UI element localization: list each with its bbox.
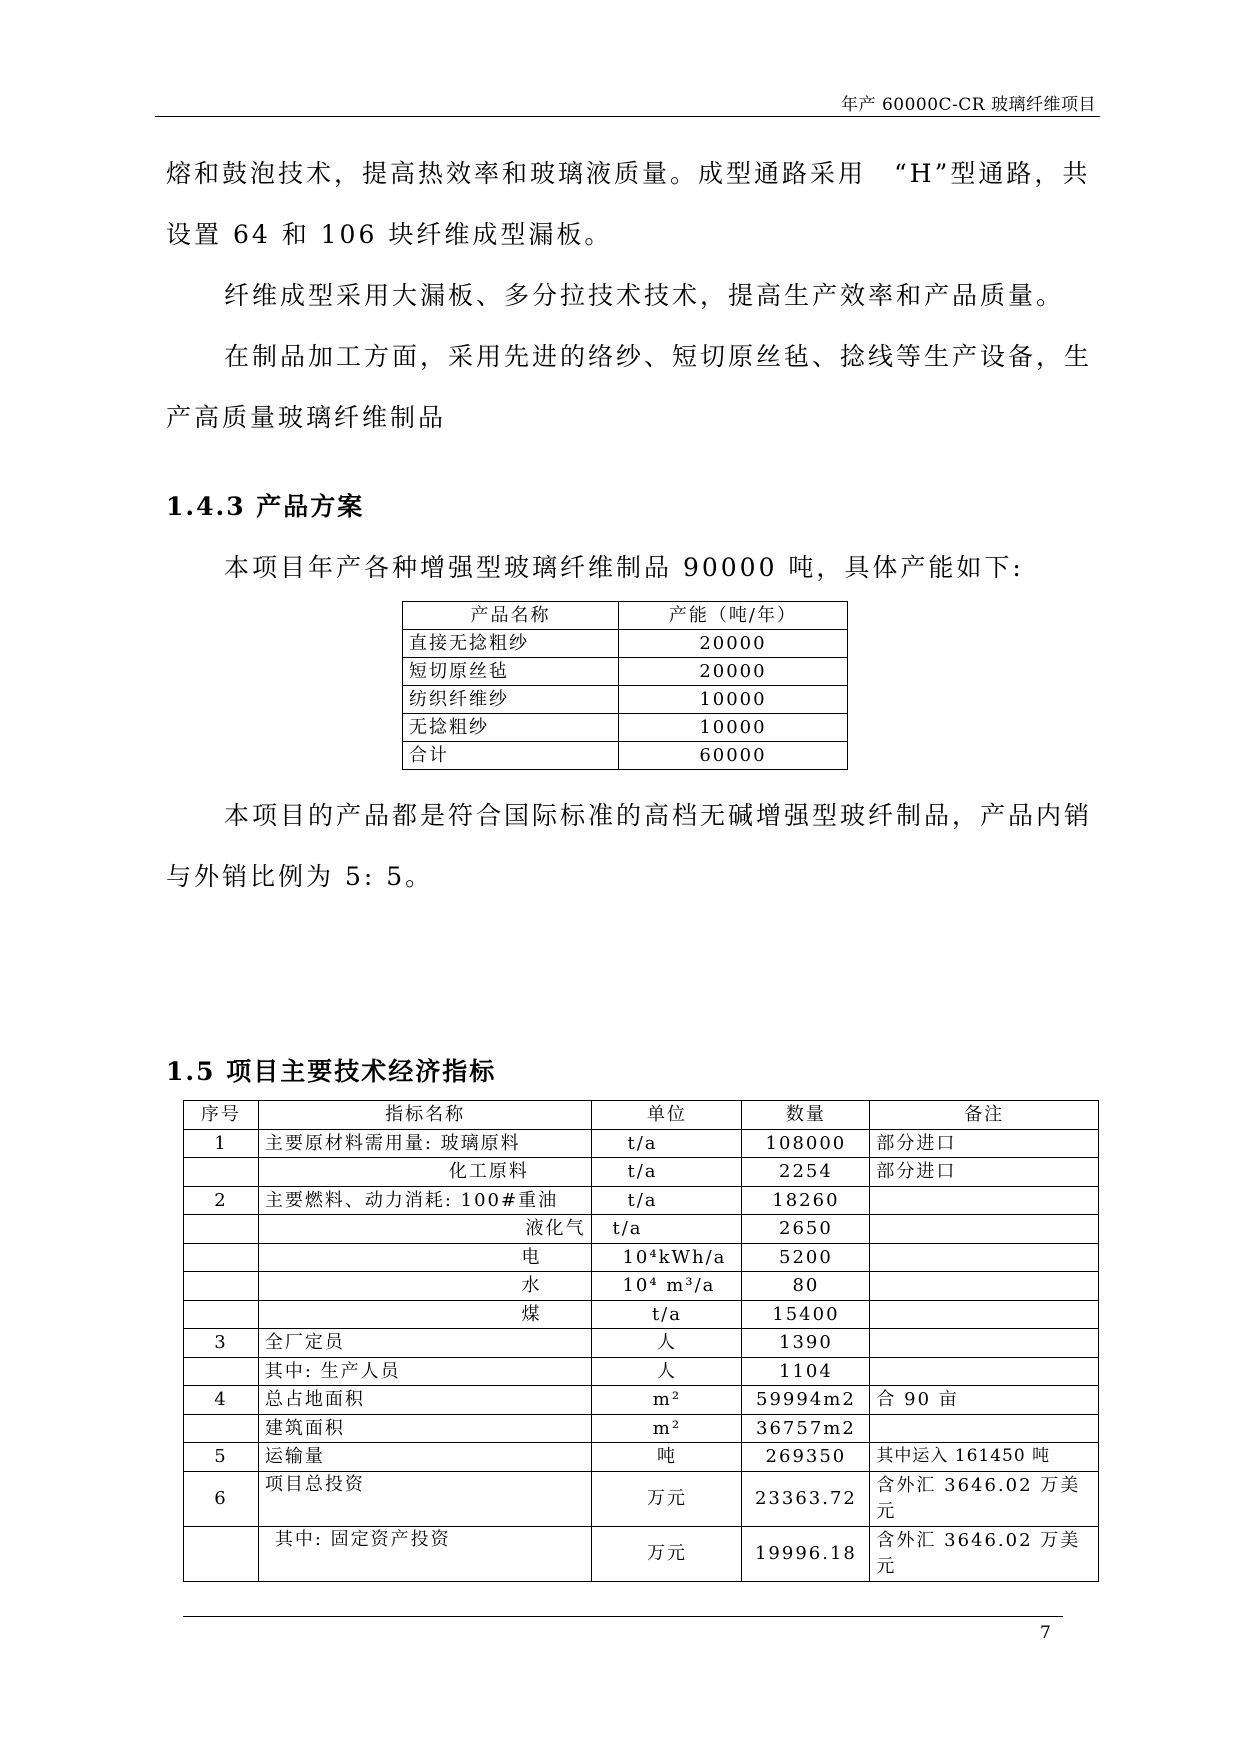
paragraph-2-text: 纤维成型采用大漏板、多分拉技术技术，提高生产效率和产品质量。 xyxy=(224,281,1065,310)
table-cell: 1104 xyxy=(742,1357,870,1386)
table-cell: 含外汇 3646.02 万美元 xyxy=(870,1471,1099,1526)
table-cell: 无捻粗纱 xyxy=(403,714,619,742)
table-cell: 80 xyxy=(742,1272,870,1301)
table-cell xyxy=(870,1329,1099,1358)
product-summary xyxy=(166,785,1096,907)
table-cell: 4 xyxy=(184,1386,259,1415)
table-cell: 化工原料 xyxy=(258,1158,592,1187)
table-cell: 269350 xyxy=(742,1443,870,1472)
table-cell xyxy=(184,1526,259,1581)
table-cell: 10⁴kWh/a xyxy=(592,1243,742,1272)
table-cell xyxy=(870,1215,1099,1244)
table-row xyxy=(403,630,848,658)
table-header-cell: 数量 xyxy=(742,1101,870,1130)
table-cell xyxy=(870,1186,1099,1215)
table-cell: 10⁴ m³/a xyxy=(592,1272,742,1301)
table-cell: 含外汇 3646.02 万美元 xyxy=(870,1526,1099,1581)
table-cell: 20000 xyxy=(618,630,847,658)
footer-divider xyxy=(183,1616,1063,1617)
table-cell: 1 xyxy=(184,1129,259,1158)
table-row xyxy=(403,742,848,770)
table-header-cell: 单位 xyxy=(592,1101,742,1130)
table-header-cell: 指标名称 xyxy=(258,1101,592,1130)
table-cell: 10000 xyxy=(618,714,847,742)
table-cell: 15400 xyxy=(742,1300,870,1329)
table-header-cell: 备注 xyxy=(870,1101,1099,1130)
table-cell: 60000 xyxy=(618,742,847,770)
table-cell: 煤 xyxy=(258,1300,592,1329)
table-cell: 3 xyxy=(184,1329,259,1358)
table-row xyxy=(403,658,848,686)
paragraph-2 xyxy=(166,265,1096,326)
paragraph-3-text: 在制品加工方面，采用先进的络纱、短切原丝毡、捻线等生产设备，生产高质量玻璃纤维制品 xyxy=(166,342,1093,432)
table-header-row xyxy=(184,1101,1099,1130)
table-cell: 主要燃料、动力消耗: 100#重油 xyxy=(258,1186,592,1215)
table-cell: t/a xyxy=(592,1158,742,1187)
table-cell: 5200 xyxy=(742,1243,870,1272)
table-cell: 2254 xyxy=(742,1158,870,1187)
table-cell: 人 xyxy=(592,1329,742,1358)
table-cell xyxy=(184,1357,259,1386)
table-cell: 水 xyxy=(258,1272,592,1301)
table-row xyxy=(403,686,848,714)
table-row xyxy=(403,714,848,742)
table-cell: t/a xyxy=(592,1215,742,1244)
table-cell: 1390 xyxy=(742,1329,870,1358)
table-cell: 主要原材料需用量: 玻璃原料 xyxy=(258,1129,592,1158)
table-row xyxy=(184,1300,1099,1329)
table-cell: 6 xyxy=(184,1471,259,1526)
table-cell: 19996.18 xyxy=(742,1526,870,1581)
section-heading-1-5: 1.5 项目主要技术经济指标 xyxy=(166,1057,497,1086)
table-cell: t/a xyxy=(592,1129,742,1158)
product-intro xyxy=(166,537,1096,598)
table-cell: 部分进口 xyxy=(870,1158,1099,1187)
table-cell: 人 xyxy=(592,1357,742,1386)
table-cell: 其中: 固定资产投资 xyxy=(258,1526,592,1581)
table-cell: 纺织纤维纱 xyxy=(403,686,619,714)
table-cell: 2 xyxy=(184,1186,259,1215)
table-cell: 液化气 xyxy=(258,1215,592,1244)
table-row xyxy=(184,1186,1099,1215)
table-cell: 23363.72 xyxy=(742,1471,870,1526)
table-cell xyxy=(870,1300,1099,1329)
table-cell xyxy=(870,1243,1099,1272)
table-cell: 总占地面积 xyxy=(258,1386,592,1415)
table-cell: 其中: 生产人员 xyxy=(258,1357,592,1386)
table-cell: 其中运入 161450 吨 xyxy=(870,1443,1099,1472)
header-divider xyxy=(155,116,1100,117)
table-cell: 建筑面积 xyxy=(258,1414,592,1443)
table-cell xyxy=(184,1300,259,1329)
table-header-row xyxy=(403,602,848,630)
table-cell: 项目总投资 xyxy=(258,1471,592,1526)
table-row xyxy=(184,1129,1099,1158)
header-title: 年产 60000C-CR 玻璃纤维项目 xyxy=(841,95,1096,115)
table-cell: 36757m2 xyxy=(742,1414,870,1443)
table-cell: 电 xyxy=(258,1243,592,1272)
table-row xyxy=(184,1357,1099,1386)
table-row xyxy=(184,1471,1099,1526)
table-header-cell: 产品名称 xyxy=(403,602,619,630)
table-cell xyxy=(870,1272,1099,1301)
table-cell: 部分进口 xyxy=(870,1129,1099,1158)
table-cell: m² xyxy=(592,1386,742,1415)
product-summary-text: 本项目的产品都是符合国际标准的高档无碱增强型玻纤制品，产品内销与外销比例为 5: 5。 xyxy=(166,801,1093,891)
table-row xyxy=(184,1414,1099,1443)
table-row xyxy=(184,1243,1099,1272)
table-cell xyxy=(184,1215,259,1244)
table-cell: 短切原丝毡 xyxy=(403,658,619,686)
product-capacity-table xyxy=(402,601,848,770)
table-cell: 20000 xyxy=(618,658,847,686)
page-number: 7 xyxy=(1040,1623,1051,1643)
table-cell: 18260 xyxy=(742,1186,870,1215)
tech-economic-table xyxy=(183,1100,1099,1582)
table-cell: t/a xyxy=(592,1300,742,1329)
table-row xyxy=(184,1526,1099,1581)
table-cell: 合 90 亩 xyxy=(870,1386,1099,1415)
table-row xyxy=(184,1158,1099,1187)
paragraph-1: 熔和鼓泡技术，提高热效率和玻璃液质量。成型通路采用 “H”型通路，共设置 64 和 106 块纤维成型漏板。 xyxy=(166,159,1091,249)
table-row xyxy=(184,1329,1099,1358)
table-cell: 万元 xyxy=(592,1526,742,1581)
table-cell: 运输量 xyxy=(258,1443,592,1472)
table-cell: 直接无捻粗纱 xyxy=(403,630,619,658)
table-cell xyxy=(184,1414,259,1443)
table-row xyxy=(184,1272,1099,1301)
table-cell: m² xyxy=(592,1414,742,1443)
table-cell: 合计 xyxy=(403,742,619,770)
table-header-cell: 序号 xyxy=(184,1101,259,1130)
section-heading-1-4-3: 1.4.3 产品方案 xyxy=(166,492,365,521)
table-row xyxy=(184,1443,1099,1472)
table-cell xyxy=(870,1414,1099,1443)
table-cell: 10000 xyxy=(618,686,847,714)
table-header-cell: 产能（吨/年） xyxy=(618,602,847,630)
table-cell: 吨 xyxy=(592,1443,742,1472)
table-cell xyxy=(184,1272,259,1301)
table-row xyxy=(184,1215,1099,1244)
table-cell: 5 xyxy=(184,1443,259,1472)
product-intro-text: 本项目年产各种增强型玻璃纤维制品 90000 吨，具体产能如下: xyxy=(224,553,1024,582)
table-cell: t/a xyxy=(592,1186,742,1215)
table-cell xyxy=(184,1158,259,1187)
table-cell xyxy=(870,1357,1099,1386)
table-cell: 万元 xyxy=(592,1471,742,1526)
table-row xyxy=(184,1386,1099,1415)
table-cell: 全厂定员 xyxy=(258,1329,592,1358)
table-cell: 108000 xyxy=(742,1129,870,1158)
table-cell: 2650 xyxy=(742,1215,870,1244)
paragraph-3 xyxy=(166,326,1096,448)
table-cell xyxy=(184,1243,259,1272)
table-cell: 59994m2 xyxy=(742,1386,870,1415)
